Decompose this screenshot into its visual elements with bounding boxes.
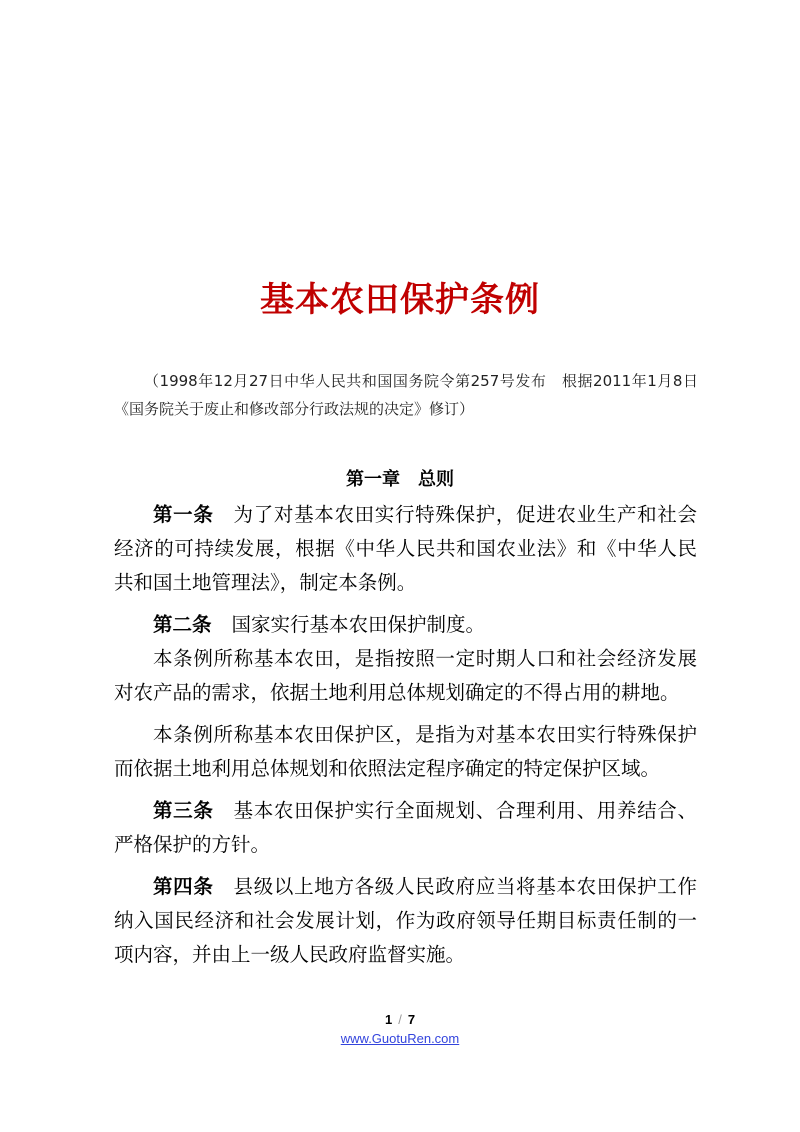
website-link[interactable]: www.GuotuRen.com	[340, 1031, 460, 1046]
page-number	[0, 1012, 800, 1027]
total-pages: 7	[407, 1012, 416, 1027]
revision-note: （1998年12月27日中华人民共和国国务院令第257号发布 根据2011年1月8日《国务院关于废止和修改部分行政法规的决定》修订）	[114, 372, 698, 418]
article-4	[114, 870, 697, 972]
article-1	[114, 498, 697, 600]
article-label: 第一条	[153, 503, 214, 526]
article-3	[114, 794, 697, 862]
article-text: 县级以上地方各级人民政府应当将基本农田保护工作纳入国民经济和社会发展计划，作为政府领导任期目标责任制的一项内容，并由上一级人民政府监督实施。	[114, 875, 697, 966]
footer-link-container	[0, 1031, 800, 1046]
article-text: 为了对基本农田实行特殊保护，促进农业生产和社会经济的可持续发展，根据《中华人民共和国农业法》和《中华人民共和国土地管理法》，制定本条例。	[114, 503, 697, 594]
article-label: 第三条	[153, 799, 214, 822]
document-title: 基本农田保护条例	[260, 280, 540, 320]
paragraph: 本条例所称基本农田保护区，是指为对基本农田实行特殊保护而依据土地利用总体规划和依照法定程序确定的特定保护区域。	[114, 723, 697, 780]
document-body	[114, 498, 697, 972]
article-2	[114, 608, 697, 642]
paragraph: 本条例所称基本农田，是指按照一定时期人口和社会经济发展对农产品的需求，依据土地利用总体规划确定的不得占用的耕地。	[114, 647, 697, 704]
current-page: 1	[384, 1012, 393, 1027]
article-text: 基本农田保护实行全面规划、合理利用、用养结合、严格保护的方针。	[114, 799, 697, 856]
article-text: 国家实行基本农田保护制度。	[231, 613, 486, 636]
chapter-heading: 第一章 总则	[346, 469, 454, 490]
article-label: 第二条	[153, 613, 212, 636]
page-separator: /	[398, 1012, 402, 1027]
article-label: 第四条	[153, 875, 214, 898]
